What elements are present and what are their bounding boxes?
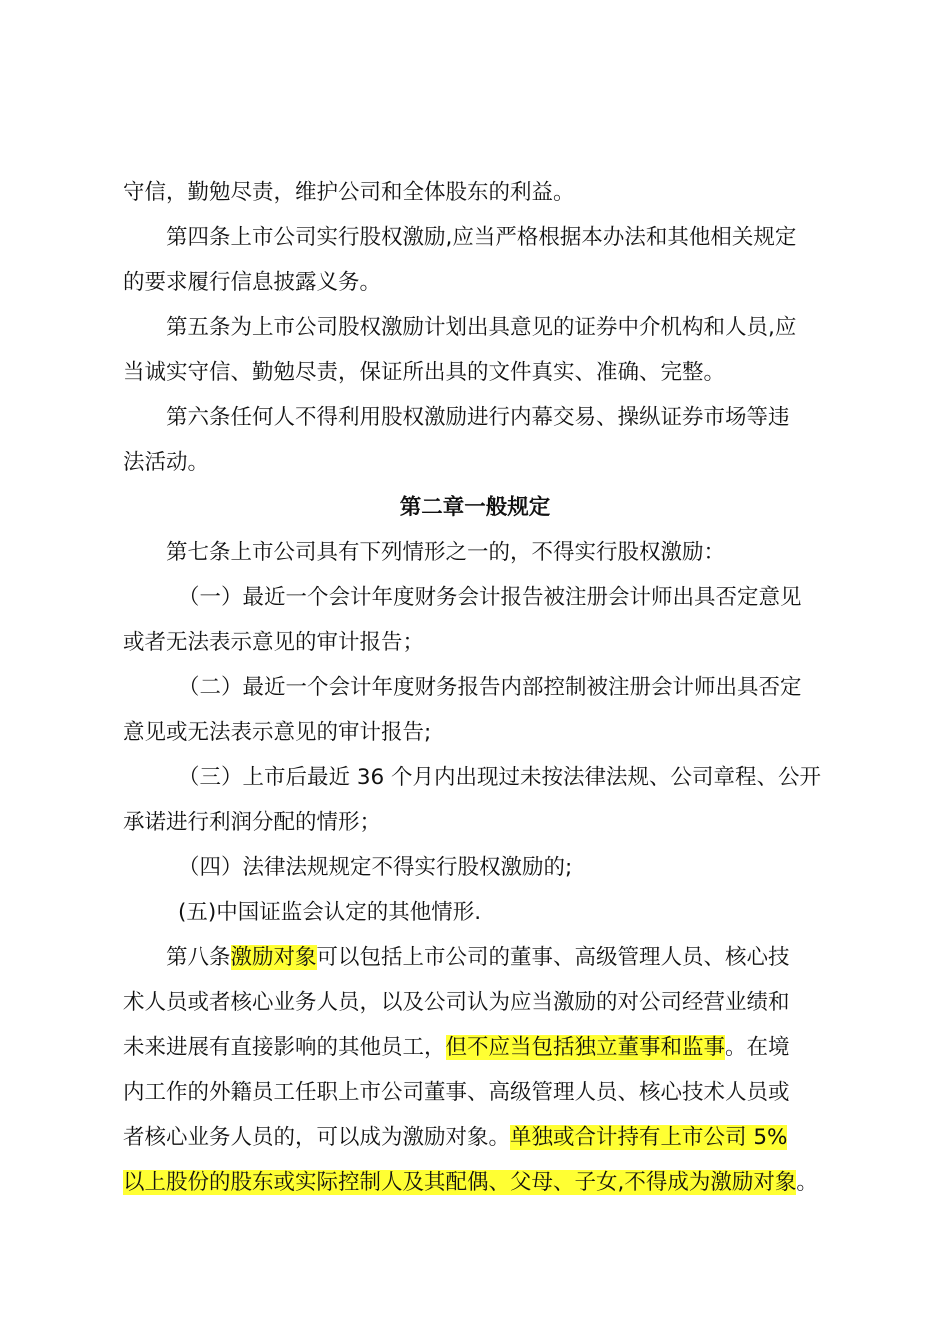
highlighted-text: 但不应当包括独立董事和监事 xyxy=(445,1035,726,1060)
article-8-line-1 xyxy=(166,943,790,973)
item-4-line-1: （四）法律法规规定不得实行股权激励的; xyxy=(178,855,573,880)
article-8-text: 。 xyxy=(796,1170,818,1195)
article-7-line-1: 第七条上市公司具有下列情形之一的，不得实行股权激励： xyxy=(166,540,726,565)
highlighted-text: 激励对象 xyxy=(230,945,317,970)
item-2-line-1: （二）最近一个会计年度财务报告内部控制被注册会计师出具否定 xyxy=(178,675,802,700)
article-8-line-4: 内工作的外籍员工任职上市公司董事、高级管理人员、核心技术人员或 xyxy=(123,1080,790,1105)
article-5-line-1: 第五条为上市公司股权激励计划出具意见的证券中介机构和人员,应 xyxy=(166,315,797,340)
article-8-line-2: 术人员或者核心业务人员，以及公司认为应当激励的对公司经营业绩和 xyxy=(123,990,790,1015)
article-8-text: 第八条 xyxy=(166,945,231,970)
chapter-title: 第二章一般规定 xyxy=(399,495,551,520)
item-1-line-1: （一）最近一个会计年度财务会计报告被注册会计师出具否定意见 xyxy=(178,585,802,610)
article-6-line-1: 第六条任何人不得利用股权激励进行内幕交易、操纵证券市场等违 xyxy=(166,405,790,430)
paragraph-line: 守信，勤勉尽责，维护公司和全体股东的利益。 xyxy=(123,180,575,205)
article-8-text: 未来进展有直接影响的其他员工， xyxy=(123,1035,446,1060)
item-2-line-2: 意见或无法表示意见的审计报告; xyxy=(123,720,432,745)
article-4-line-1: 第四条上市公司实行股权激励,应当严格根据本办法和其他相关规定 xyxy=(166,225,797,250)
highlighted-text: 单独或合计持有上市公司 5% xyxy=(510,1125,788,1150)
item-3-line-2: 承诺进行利润分配的情形； xyxy=(123,810,382,835)
article-5-line-2: 当诚实守信、勤勉尽责，保证所出具的文件真实、准确、完整。 xyxy=(123,360,726,385)
article-8-text: 可以包括上市公司的董事、高级管理人员、核心技 xyxy=(316,945,790,970)
article-8-text: 。在境 xyxy=(725,1035,790,1060)
item-5-line-1: (五)中国证监会认定的其他情形. xyxy=(178,900,482,925)
item-3-line-1: （三）上市后最近 36 个月内出现过未按法律法规、公司章程、公开 xyxy=(178,765,822,790)
article-8-line-3 xyxy=(123,1033,790,1063)
article-8-text: 者核心业务人员的，可以成为激励对象。 xyxy=(123,1125,511,1150)
highlighted-text: 以上股份的股东或实际控制人及其配偶、父母、子女,不得成为激励对象 xyxy=(123,1170,797,1195)
article-8-line-6 xyxy=(123,1168,818,1198)
article-8-line-5 xyxy=(123,1123,787,1153)
article-4-line-2: 的要求履行信息披露义务。 xyxy=(123,270,382,295)
article-6-line-2: 法活动。 xyxy=(123,450,210,475)
item-1-line-2: 或者无法表示意见的审计报告； xyxy=(123,630,425,655)
